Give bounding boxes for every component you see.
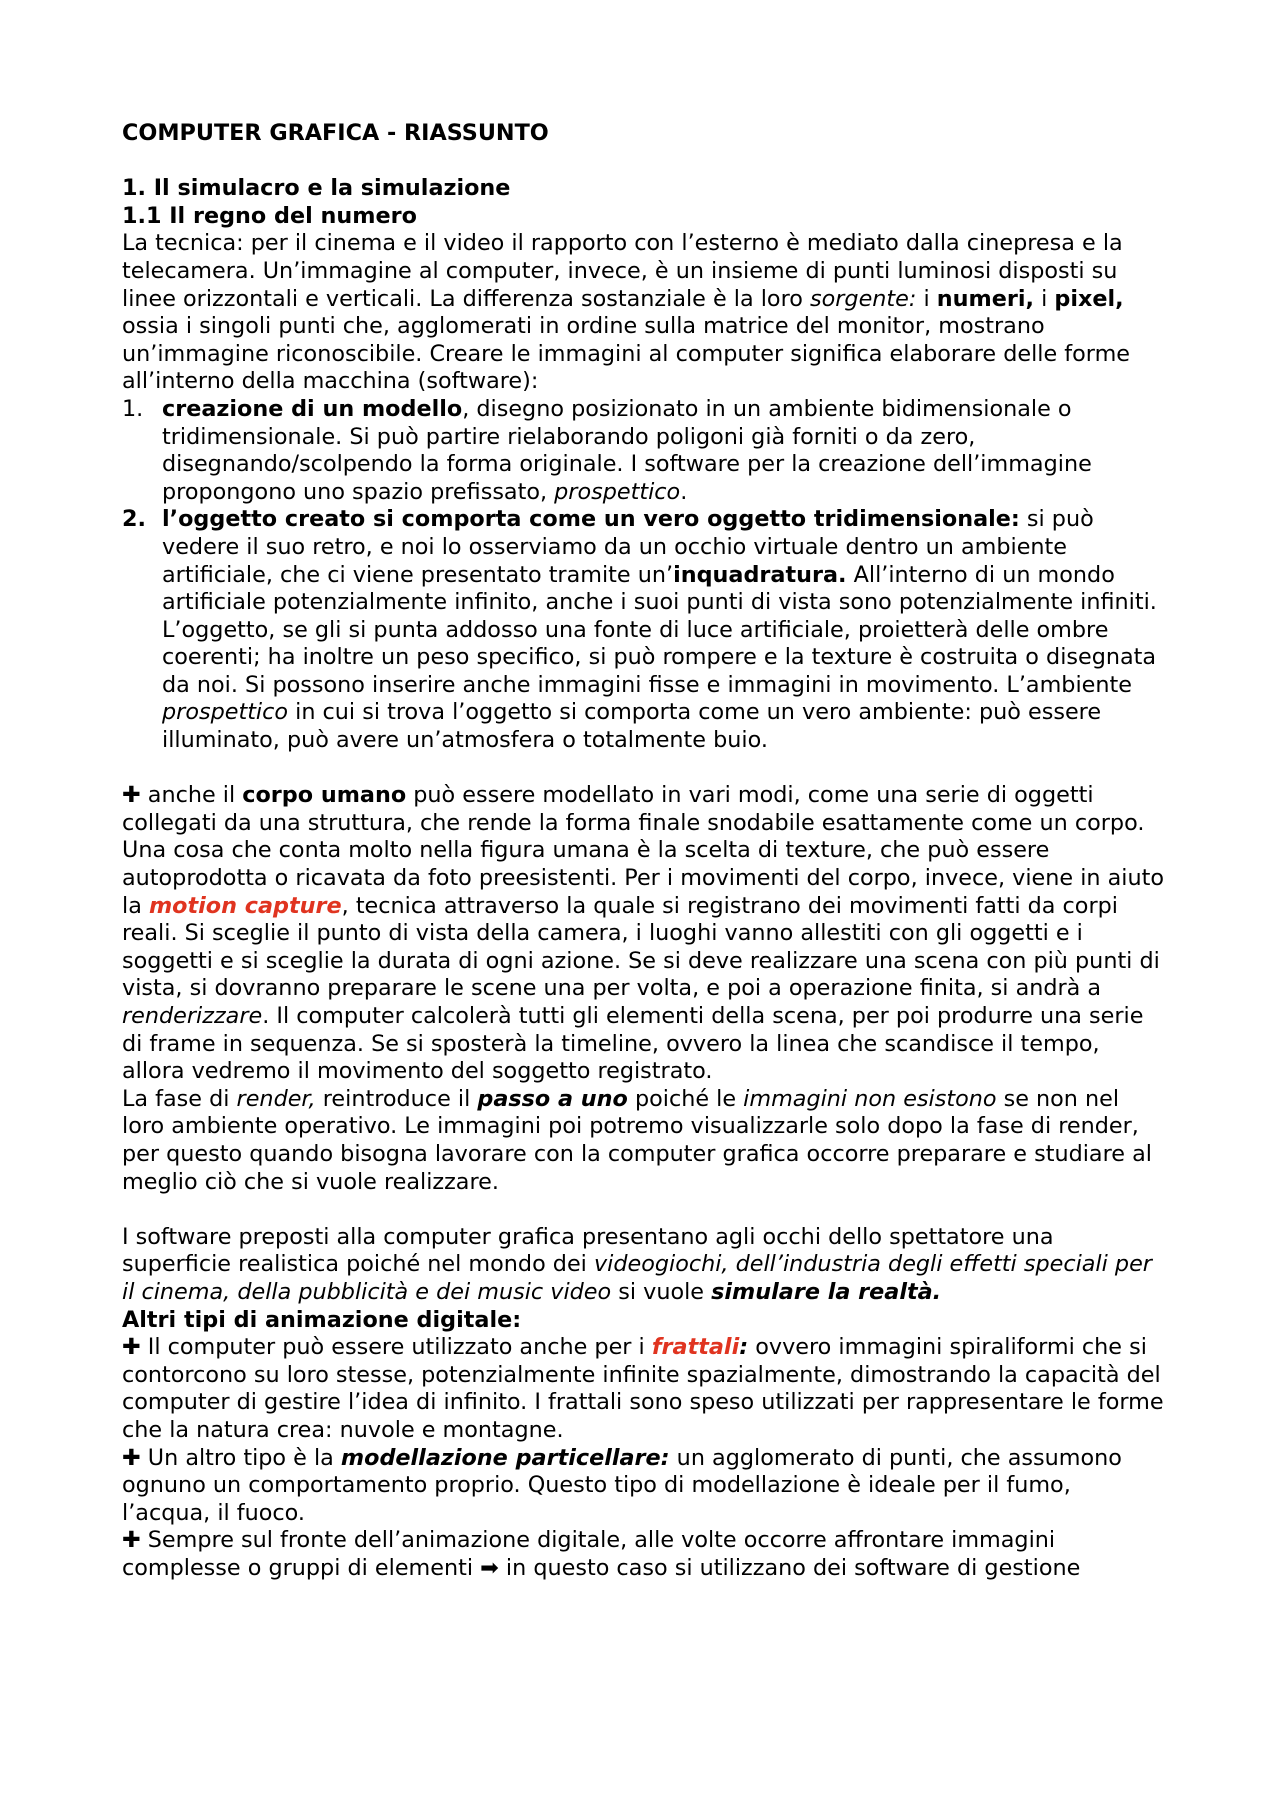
list-item: 2. l’oggetto creato si comporta come un vero oggetto tridimensionale: si può vedere il suo retro, e noi lo osserviamo da un occhio virtuale dentro un ambiente artificiale, che ci viene presentato tramite un’inquadratura. All’interno di un mondo artificiale potenzialmente infinito, anche i suoi punti di vista sono potenzialmente infiniti. L’oggetto, se gli si punta addosso una fonte di luce artificiale, proietterà delle ombre coerenti; ha inoltre un peso specifico, si può rompere e la texture è costruita o disegnata da noi. Si possono inserire anche immagini fisse e immagini in movimento. L’ambiente prospettico in cui si trova l’oggetto si comporta come un vero ambiente: può essere illuminato, può avere un’atmosfera o totalmente buio. bbox=[122, 506, 1157, 754]
plus-icon: ✚ bbox=[122, 782, 141, 809]
arrow-right-icon: ➡ bbox=[480, 1554, 499, 1581]
body-paragraph-complex-images: ✚ Sempre sul fronte dell’animazione digitale, alle volte occorre affrontare immagini complesse o gruppi di elementi ➡ in questo caso si utilizzano dei software di gestione bbox=[122, 1527, 1081, 1581]
spacer bbox=[122, 1196, 1165, 1224]
body-paragraph-human-body: ✚ anche il corpo umano può essere modellato in vari modi, come una serie di oggetti collegati da una struttura, che rende la forma finale snodabile esattamente come un corpo. Una cosa che conta molto nella figura umana è la scelta di texture, che può essere autoprodotta o ricavata da foto preesistenti. Per i movimenti del corpo, invece, viene in aiuto la motion capture, tecnica attraverso la quale si registrano dei movimenti fatti da corpi reali. Si sceglie il punto di vista della camera, i luoghi vanno allestiti con gli oggetti e i soggetti e si sceglie la durata di ogni azione. Se si deve realizzare una scena con più punti di vista, si dovranno preparare le scene una per volta, e poi a operazione finita, si andrà a renderizzare. Il computer calcolerà tutti gli elementi della scena, per poi produrre una serie di frame in sequenza. Se si sposterà la timeline, ovvero la linea che scandisce il tempo, allora vedremo il movimento del soggetto registrato. bbox=[122, 782, 1164, 1085]
highlight-fractals: frattali bbox=[651, 1334, 740, 1361]
numbered-list bbox=[122, 396, 1165, 755]
body-paragraph-software: I software preposti alla computer grafica presentano agli occhi dello spettatore una superficie realistica poiché nel mondo dei videogiochi, dell’industria degli effetti speciali per il cinema, della pubblicità e dei music video si vuole simulare la realtà. bbox=[122, 1223, 1152, 1305]
list-item: 1. creazione di un modello, disegno posizionato in un ambiente bidimensionale o tridimensionale. Si può partire rielaborando poligoni già forniti o da zero, disegnando/scolpendo la forma originale. I software per la creazione dell’immagine propongono uno spazio prefissato, prospettico. bbox=[122, 395, 1092, 505]
body-paragraph-fractals: ✚ Il computer può essere utilizzato anche per i frattali: ovvero immagini spiraliformi che si contorcono su loro stesse, potenzialmente infinite spazialmente, dimostrando la capacità del computer di gestire l’idea di infinito. I frattali sono speso utilizzati per rappresentare le forme che la natura crea: nuvole e montagne. bbox=[122, 1334, 1164, 1443]
body-paragraph-render: La fase di render, reintroduce il passo a uno poiché le immagini non esistono se non nel loro ambiente operativo. Le immagini poi potremo visualizzarle solo dopo la fase di render, per questo quando bisogna lavorare con la computer grafica occorre preparare e studiare al meglio ciò che si vuole realizzare. bbox=[122, 1085, 1152, 1195]
spacer bbox=[122, 755, 1165, 783]
plus-icon: ✚ bbox=[122, 1444, 141, 1471]
plus-icon: ✚ bbox=[122, 1527, 141, 1554]
intro-paragraph: La tecnica: per il cinema e il video il rapporto con l’esterno è mediato dalla cinepresa e la telecamera. Un’immagine al computer, invece, è un insieme di punti luminosi disposti su linee orizzontali e verticali. La differenza sostanziale è la loro sorgente: i numeri, i pixel, ossia i singoli punti che, agglomerati in ordine sulla matrice del monitor, mostrano un’immagine riconoscibile. Creare le immagini al computer significa elaborare delle forme all’interno della macchina (software): bbox=[122, 230, 1131, 395]
highlight-motion-capture: motion capture bbox=[148, 892, 342, 919]
list-number: 2. bbox=[122, 506, 146, 533]
list-number: 1. bbox=[122, 395, 144, 422]
document-title: COMPUTER GRAFICA - RIASSUNTO bbox=[122, 120, 549, 146]
body-paragraph-particles: ✚ Un altro tipo è la modellazione particellare: un agglomerato di punti, che assumono ognuno un comportamento proprio. Questo tipo di modellazione è ideale per il fumo, l’acqua, il fuoco. bbox=[122, 1444, 1122, 1526]
section-heading-1: 1. Il simulacro e la simulazione bbox=[122, 175, 511, 202]
plus-icon: ✚ bbox=[122, 1334, 141, 1361]
section-heading-1-1: 1.1 Il regno del numero bbox=[122, 202, 417, 229]
subheading-other-types: Altri tipi di animazione digitale: bbox=[122, 1306, 522, 1333]
